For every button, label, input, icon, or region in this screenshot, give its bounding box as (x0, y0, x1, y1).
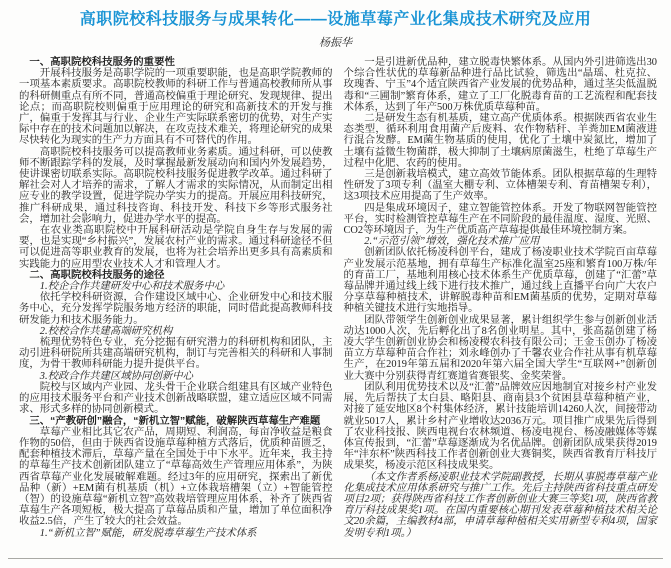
section-heading: 三、“产教研创”融合，“新机立智”赋能，破解陕西草莓生产难题 (29, 415, 321, 427)
paragraph: 团队带领学生创新创业成果显著，累计组织学生参与创新创业活动达1000人次，先后孵化出了8名创业明星。其中，张高磊创建了杨凌大学生创新创业协会和杨凌稷农科技有限公司；王金玉创办了杨凌苗立方草莓种苗合作社；刘永峰创办了千馨农业合作社从事有机草莓生产，在2019年第五届和2020年第六届全国大学生“互联网+”创新创业大赛中分别获得青红赛道省赛银奖、金奖荣誉。 (343, 314, 657, 382)
paragraph: 二是研发生态有机基质，建立高产优质体系。根据陕西省农业生态类型，循环利用食用菌产后废料、农作物秸秆、羊粪加EM菌液进行混合发酵。EM菌生物基质的使用，优化了土壤中炭氮比，增加了土壤有益微生物菌群，极大抑制了土壤病原菌滋生，杜绝了草莓生产过程中化肥、农药的使用。 (343, 113, 657, 169)
sub-heading: 3.校政合作共建区域协同创新中心 (39, 370, 194, 382)
author-note: （本文作者系杨凌职业技术学院副教授，长期从事脱毒草莓产业化集成技术应用体系研究与推广工作。先后主持陕西省科技重点研发项目2项；获得陕西省科技工作者创新创业大赛三等奖1项，陕西省教育厅科技成果奖1项。在国内重要核心期刊发表草莓种植技术相关论文20余篇，主编教材4部，申请草莓种植相关实用新型专利4项，国家发明专利1项。） (343, 471, 657, 539)
paragraph: 三是创新栽培模式，建立高效节能体系。团队根据草莓的生理特性研发了3项专利（温室大棚专利、立体槽架专利、育苗槽架专利），这3项技术应用提高了生产效率。 (343, 169, 657, 203)
paragraph: 高职院校科技服务可以提高教师业务素质。通过科研，可以使教师不断跟踪学科的发展，及时掌握最新发展动向和国内外发展趋势，使讲课密切联系实际。高职院校科技服务促进教学改革。通过科研了解社会对人才培养的需求，了解人才需求的实际情况，从而制定出相应专业的教学设置，促进学院办学实力的提高。开展应用科技研究，推广科研成果，通过科技咨询、科技开发、科技下乡等形式服务社会，增加社会影响力，促进办学水平的提高。 (19, 146, 333, 225)
paragraph: 在农业类高职院校中开展科研活动是学院自身生存与发展的需要，也是实现“乡村振兴”，发展农村产业的需求。通过科研途径不但可以促进高等职业教育的发展，也将为社会培养出更多具有高素质和实践能力的应用型农业技术人才和管理人才。 (19, 225, 333, 270)
paragraph: 依托学校科研资源，合作建设区域中心、企业研发中心和技术服务中心，充分发挥学院服务地方经济的职能，同时借此提高教师科技研发能力和技术服务能力。 (19, 292, 333, 326)
section-heading: 二、高职院校科技服务的途径 (29, 269, 165, 281)
paragraph: 梳理优势特色专业，充分挖掘有研究潜力的科研机构和团队，主动引进科研院所共建高端研究机构，制订与完善相关的科研和人事制度，为骨干教师科研能力提升提供平台。 (19, 337, 333, 371)
paragraph: 开展科技服务是高职学院的一项重要职能，也是高职学院教师的一项基本素质要求。高职院校教师的科研工作与普通高校教师所从事的科研侧重点有所不同，普通高校偏重于理论研究、发现规律、提出论点；而高职院校则偏重于应用理论的研究和高新技术的开发与推广，偏重于发挥其与行业、企业生产实际联系密切的优势，对生产实际中存在的技术问题加以解决，在攻克技术难关，将理论研究的成果尽快转化为现实的生产力方面具有不可替代的作用。 (19, 68, 333, 147)
sub-heading: 1.校企合作共建研发中心和技术服务中心 (39, 281, 225, 293)
right-column (344, 57, 658, 539)
paragraph: 四是集成环境因子，建立智能管控体系。开发了物联网智能管控平台，实时检测管控草莓生产在不同阶段的最佳温度、湿度、光照、CO2等环境因子，为生产优质高产草莓提供最佳环境控制方案。 (343, 202, 657, 237)
article-columns (0, 50, 671, 539)
paragraph: 草莓产业相比其它农产品，周期短、利润高，每亩净收益是粮食作物的50倍，但由于陕西省设施草莓种植方式落后，优质种苗匮乏，配套种植技术滞后，草莓产量在全国处于中下水平。近年来，我主持的草莓生产技术创新团队建立了“草莓高效生产管理应用体系”，为陕西省草莓产业化发展破解难题。经过3年的应用研究，探索出了新优品种（新）+EM菌有机基质（机）+立体栽培槽架（立）+智能管控（智）的设施草莓“新机立智”高效栽培管理应用体系，补齐了陕西省草莓生产各项短板，极大提高了草莓品质和产量，增加了单位面积净收益2.5倍，产生了较大的社会效益。 (19, 426, 333, 528)
left-column (19, 57, 333, 539)
sub-heading: 2.“示范引领”增效，强化技术推广应用 (364, 236, 540, 248)
sub-heading: 1.“新机立智”赋能，研发脱毒草莓生产技术体系 (39, 527, 257, 539)
section-heading: 一、高职院校科技服务的重要性 (29, 57, 175, 68)
article-author: 杨振华 (319, 37, 352, 49)
paragraph: 一是引进新优品种，建立脱毒快繁体系。从国内外引进筛选出30个综合性状优的草莓新品种进行品比试验，筛选出“晶瑶、杜克拉、玫瑰香、宁玉”4个适宜陕西省产业发展的优势品种，通过茎尖低温脱毒和“三圃制”繁育体系，建立了工厂化脱毒育苗的工艺流程和配套技术体系，达到了年产500万株优质草莓种苗。 (343, 57, 657, 113)
sub-heading: 2.校校合作共建高端研究机构 (39, 325, 173, 337)
paragraph: 创新团队依托杨凌科创平台，建成了杨凌职业技术学院百亩草莓产业发展示范基地，拥有草莓生产标准化温室25座和繁育100万株/年的育苗工厂，基地利用核心技术体系生产优质草莓，创建了“汇蕾”草莓品牌并通过线上线下进行技术推广，通过线上直播平台向广大农户分享草莓种植技术，讲解脱毒种苗和EM菌基质的优势，定期对草莓种植关键技术进行实地指导。 (343, 247, 657, 315)
paragraph: 院校与区域内产业园、龙头骨干企业联合组建具有区域产业特色的应用技术服务平台和产业技术创新战略联盟，建立适应区域不同需求、形式多样的协同创新模式。 (19, 381, 333, 416)
footer-rule (8, 558, 663, 559)
paragraph: 团队利用优势技术以及“汇蕾”品牌效应因地制宜对接乡村产业发展，先后帮扶了太白县、略阳县、商南县3个贫困县草莓种植产业，对接了延安地区8个村集体经济，累计技能培训14260人次，间接带动就业5017人，累计乡村产业增收达2036万元。项目推广成果先后得到了农业科技报、陕西电视台农林频道、杨凌电视台、杨凌融媒体等媒体宣传报到，“汇蕾”草莓逐渐成为名优品牌。创新团队成果获得2019年“沣东杯”陕西科技工作者创新创业大赛铜奖，陕西省教育厅科技厅成果奖，杨凌示范区科技成果奖。 (343, 381, 657, 472)
article-title: 高职院校科技服务与成果转化——设施草莓产业化集成技术研究及应用 (79, 11, 592, 28)
